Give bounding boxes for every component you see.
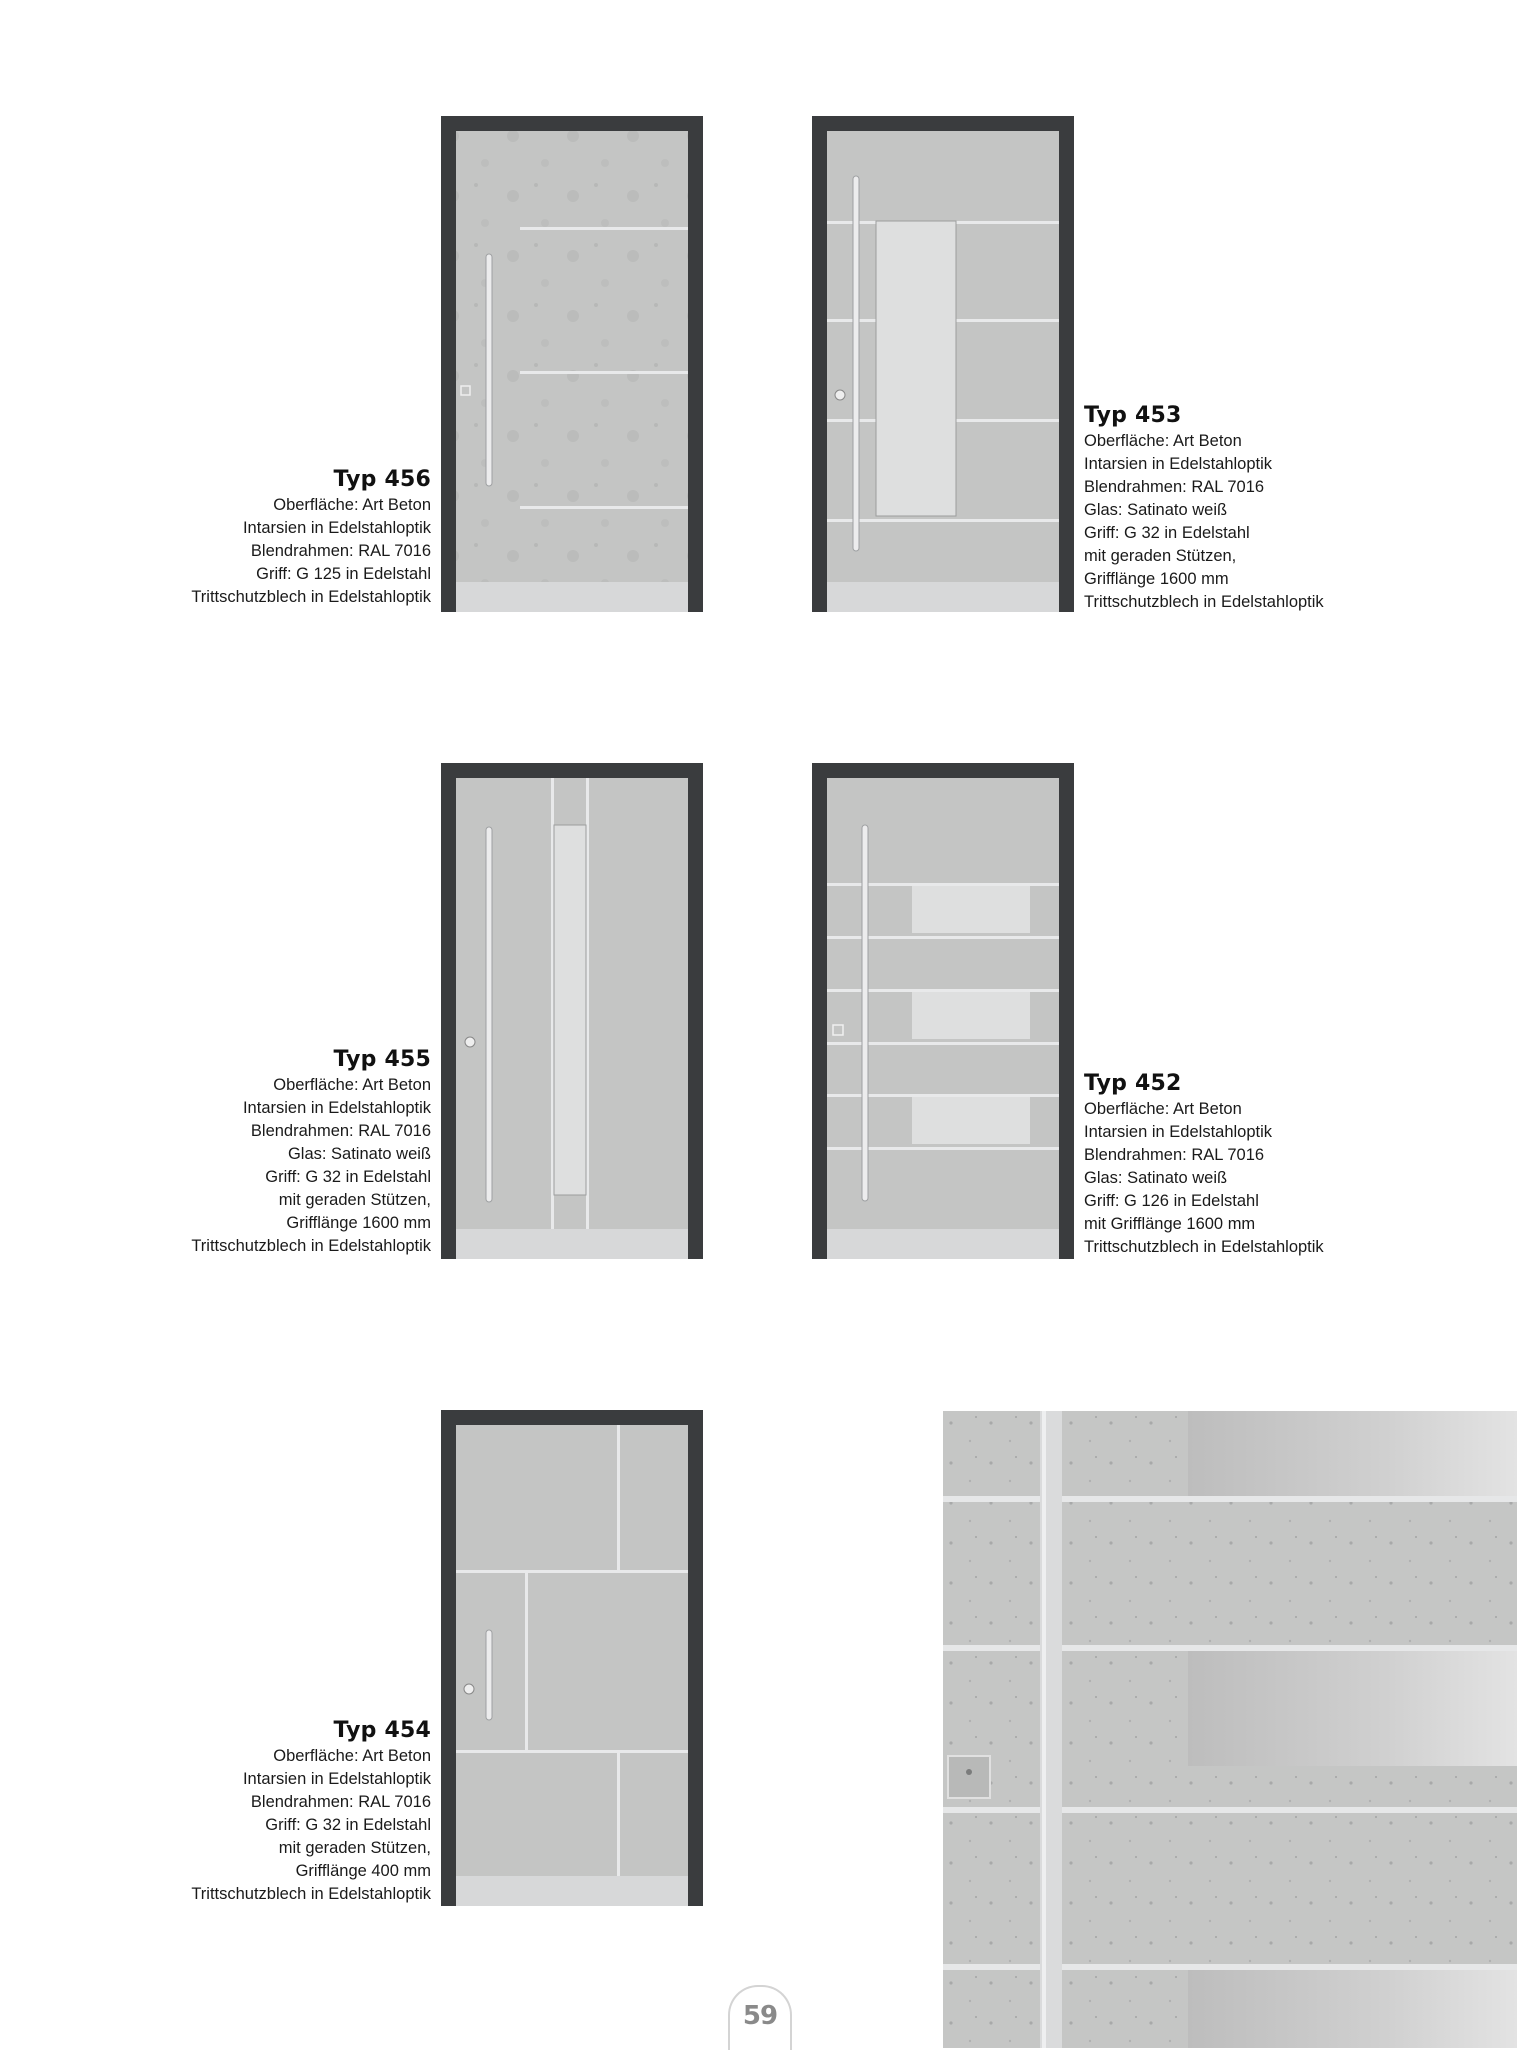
door-caption-typ-456	[31, 466, 431, 609]
door-caption-typ-455	[31, 1046, 431, 1258]
door-image-typ-452	[812, 763, 1074, 1259]
door-spec: Oberfläche: Art Beton Intarsien in Edelstahloptik	[1084, 1100, 1273, 1141]
door-spec: Griff: G 32 in Edelstahl mit geraden Stützen, Grifflänge 400 mm	[265, 1816, 431, 1880]
door-spec: Trittschutzblech in Edelstahloptik	[191, 1237, 431, 1255]
page-number: 59	[728, 1985, 792, 2050]
door-spec: Glas: Satinato weiß	[1084, 1169, 1228, 1187]
door-spec: Blendrahmen: RAL 7016	[250, 542, 431, 560]
door-spec: Griff: G 32 in Edelstahl mit geraden Stützen, Grifflänge 1600 mm	[265, 1168, 431, 1232]
door-spec: Blendrahmen: RAL 7016	[250, 1793, 431, 1811]
door-spec: Griff: G 125 in Edelstahl	[256, 565, 431, 583]
door-title: Typ 452	[1084, 1071, 1182, 1096]
door-spec: Glas: Satinato weiß	[287, 1145, 431, 1163]
door-title: Typ 456	[333, 467, 431, 492]
door-spec: Blendrahmen: RAL 7016	[1084, 1146, 1265, 1164]
door-spec: Griff: G 32 in Edelstahl mit geraden Stützen, Grifflänge 1600 mm	[1084, 524, 1250, 588]
door-image-typ-455	[441, 763, 703, 1259]
door-spec: Griff: G 126 in Edelstahl mit Grifflänge 1600 mm	[1084, 1192, 1259, 1233]
door-image-typ-453	[812, 116, 1074, 612]
door-spec: Trittschutzblech in Edelstahloptik	[1084, 593, 1324, 611]
door-spec: Oberfläche: Art Beton Intarsien in Edelstahloptik	[242, 1747, 431, 1788]
door-spec: Oberfläche: Art Beton Intarsien in Edelstahloptik	[1084, 432, 1273, 473]
door-image-typ-454	[441, 1410, 703, 1906]
door-spec: Blendrahmen: RAL 7016	[250, 1122, 431, 1140]
door-caption-typ-453	[1084, 402, 1484, 614]
door-caption-typ-454	[31, 1717, 431, 1906]
door-spec: Oberfläche: Art Beton Intarsien in Edelstahloptik	[242, 1076, 431, 1117]
door-spec: Trittschutzblech in Edelstahloptik	[1084, 1238, 1324, 1256]
door-spec: Blendrahmen: RAL 7016	[1084, 478, 1265, 496]
door-spec: Oberfläche: Art Beton Intarsien in Edelstahloptik	[242, 496, 431, 537]
door-detail-closeup-image	[943, 1411, 1517, 2048]
door-image-typ-456	[441, 116, 703, 612]
door-spec: Trittschutzblech in Edelstahloptik	[191, 1885, 431, 1903]
door-spec: Glas: Satinato weiß	[1084, 501, 1228, 519]
door-title: Typ 455	[333, 1047, 431, 1072]
door-spec: Trittschutzblech in Edelstahloptik	[191, 588, 431, 606]
door-caption-typ-452	[1084, 1070, 1484, 1259]
door-title: Typ 454	[333, 1718, 431, 1743]
door-title: Typ 453	[1084, 403, 1182, 428]
